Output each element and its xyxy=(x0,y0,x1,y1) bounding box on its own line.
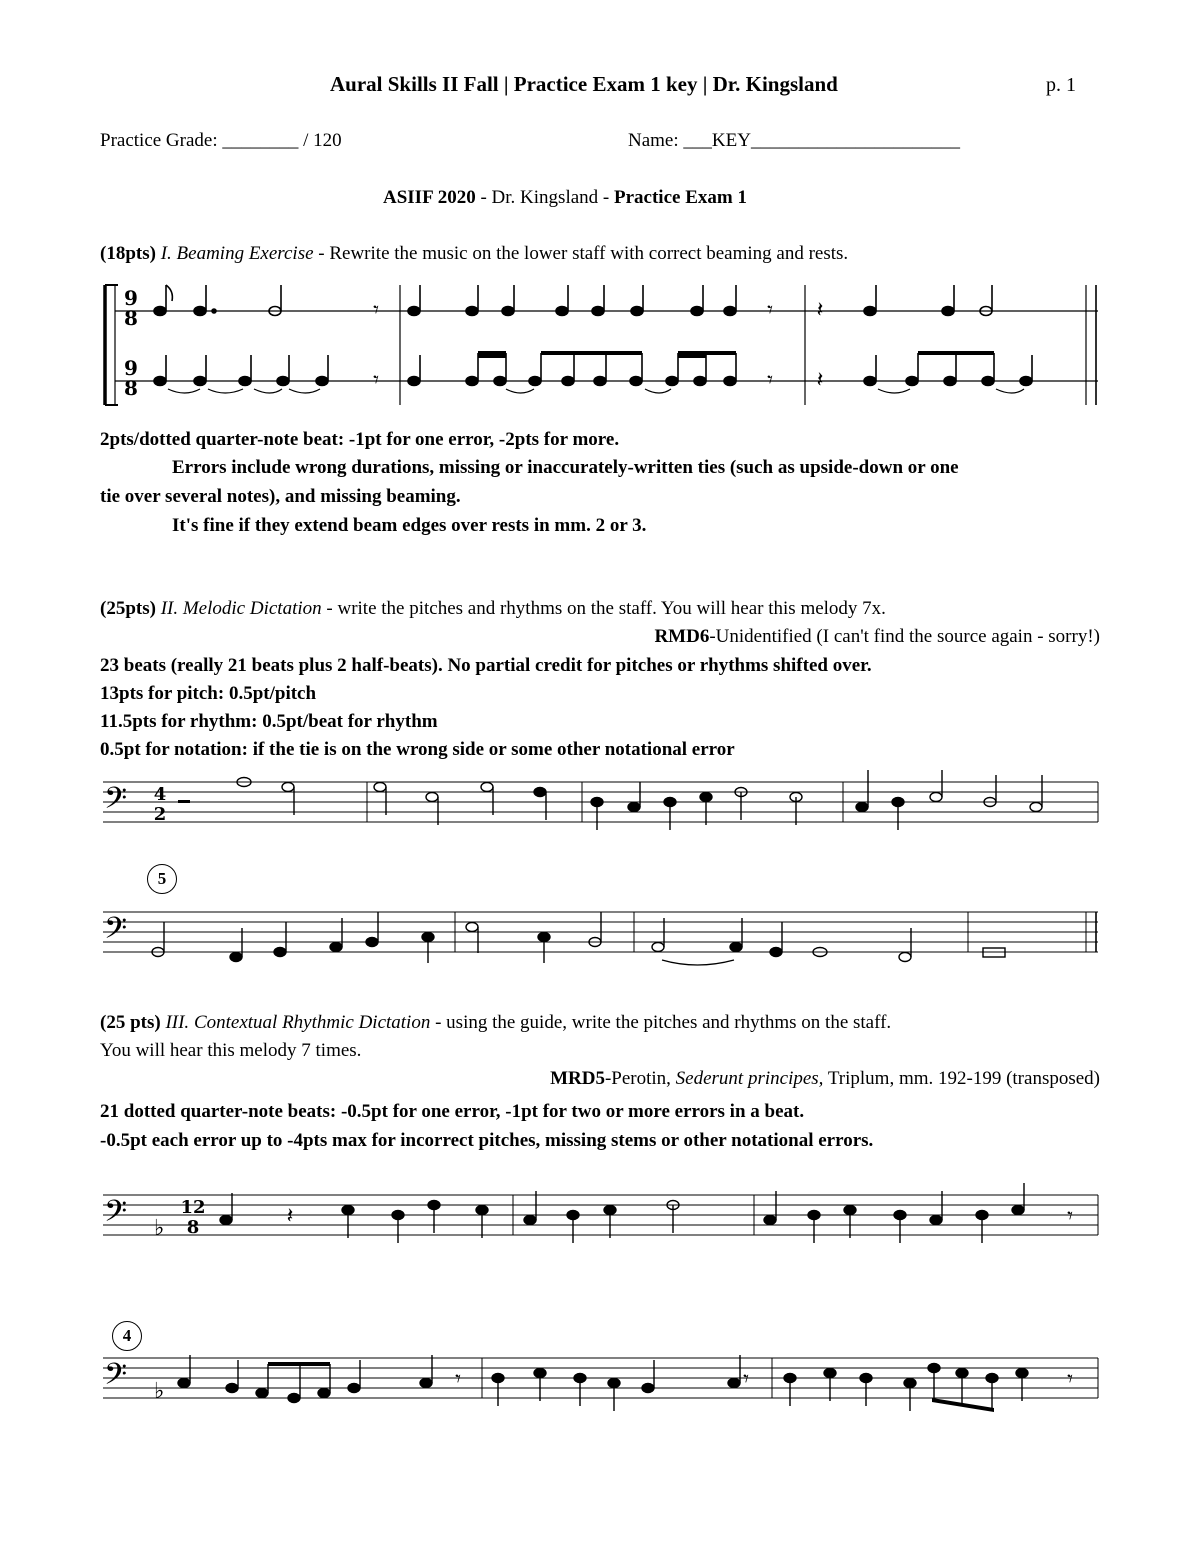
svg-text:𝄾: 𝄾 xyxy=(1067,1367,1073,1392)
section1-heading xyxy=(100,243,848,265)
section3-source-a: -Perotin, xyxy=(604,1068,676,1089)
section3-instruction-2: You will hear this melody 7 times. xyxy=(100,1040,362,1061)
section3-source-code: MRD5 xyxy=(550,1068,605,1089)
section2-grading-line1: 23 beats (really 21 beats plus 2 half-beats). No partial credit for pitches or rhythms shifted over. xyxy=(100,655,872,676)
bass-clef-icon-3: 𝄢 xyxy=(104,1195,128,1236)
section3-heading xyxy=(100,1012,891,1034)
bass-clef-icon-4: 𝄢 xyxy=(104,1358,128,1399)
section2-heading xyxy=(100,598,886,620)
svg-text:𝄾: 𝄾 xyxy=(373,368,379,393)
section1-points: (18pts) xyxy=(100,243,156,264)
melodic-dictation-staff-2 xyxy=(0,898,1200,978)
section3-grading-line1: 21 dotted quarter-note beats: -0.5pt for one error, -1pt for two or more errors in a beat. xyxy=(100,1101,805,1122)
section2-grading-line2: 13pts for pitch: 0.5pt/pitch xyxy=(100,683,317,704)
section2-source xyxy=(654,626,1100,648)
section2-source-code: RMD6 xyxy=(654,626,710,647)
section3-source-title: Sederunt principes, xyxy=(675,1068,824,1089)
section2-grading-line4: 0.5pt for notation: if the tie is on the wrong side or some other notational error xyxy=(100,739,735,760)
measure-marker-4: 4 xyxy=(112,1321,142,1351)
svg-text:𝄾: 𝄾 xyxy=(767,298,773,323)
section3-grading-line2: -0.5pt each error up to -4pts max for incorrect pitches, missing stems or other notational errors. xyxy=(100,1130,874,1151)
section2-name: Melodic Dictation xyxy=(182,598,322,619)
exam-name: Practice Exam 1 xyxy=(614,187,747,208)
section1-name: Beaming Exercise xyxy=(176,243,314,264)
ts1-bottom: 8 xyxy=(124,306,138,330)
flat-icon: ♭ xyxy=(154,1216,165,1241)
section1-number: I. xyxy=(160,243,172,264)
page-header-title: Aural Skills II Fall | Practice Exam 1 key | Dr. Kingsland xyxy=(330,72,838,96)
section2-points: (25pts) xyxy=(100,598,156,619)
section1-grading-line2: Errors include wrong durations, missing or inaccurately-written ties (such as upside-down or one xyxy=(172,457,959,478)
beaming-exercise-system xyxy=(0,275,1200,415)
ts4-top: 12 xyxy=(180,1197,206,1218)
section2-instruction: - write the pitches and rhythms on the staff. You will hear this melody 7x. xyxy=(321,598,886,619)
svg-text:𝄾: 𝄾 xyxy=(1067,1204,1073,1229)
ts3-bottom: 2 xyxy=(153,804,167,825)
ts2-bottom: 8 xyxy=(124,376,138,400)
svg-text:𝄾: 𝄾 xyxy=(743,1367,749,1392)
section3-name: Contextual Rhythmic Dictation xyxy=(193,1012,431,1033)
ts1-top: 9 xyxy=(124,286,138,310)
section1-grading-line1: 2pts/dotted quarter-note beat: -1pt for one error, -2pts for more. xyxy=(100,429,620,450)
exam-course: ASIIF 2020 xyxy=(383,187,476,208)
practice-grade-field: Practice Grade: ________ / 120 xyxy=(100,130,342,151)
section1-grading-line4: It's fine if they extend beam edges over rests in mm. 2 or 3. xyxy=(172,515,647,536)
page-number: p. 1 xyxy=(1046,74,1076,96)
svg-text:𝄽: 𝄽 xyxy=(286,1204,294,1229)
section2-number: II. xyxy=(160,598,179,619)
section3-source-b: Triplum, mm. 192-199 (transposed) xyxy=(823,1068,1100,1089)
ts3-top: 4 xyxy=(153,784,167,805)
section3-points: (25 pts) xyxy=(100,1012,161,1033)
bass-clef-icon-2: 𝄢 xyxy=(104,912,128,953)
exam-instructor: - Dr. Kingsland - xyxy=(475,187,614,208)
svg-text:𝄽: 𝄽 xyxy=(816,368,824,393)
section3-source xyxy=(550,1068,1100,1090)
bass-clef-icon: 𝄢 xyxy=(104,782,128,823)
rhythmic-dictation-staff-1 xyxy=(0,1183,1200,1263)
name-field: Name: ___KEY______________________ xyxy=(628,130,960,151)
svg-text:𝄾: 𝄾 xyxy=(373,298,379,323)
svg-text:𝄽: 𝄽 xyxy=(816,298,824,323)
flat-icon-2: ♭ xyxy=(154,1379,165,1404)
exam-title xyxy=(383,187,747,209)
ts2-top: 9 xyxy=(124,356,138,380)
measure-marker-5: 5 xyxy=(147,864,177,894)
svg-text:𝄾: 𝄾 xyxy=(455,1367,461,1392)
section2-grading-line3: 11.5pts for rhythm: 0.5pt/beat for rhythm xyxy=(100,711,438,732)
section1-grading-line3: tie over several notes), and missing beaming. xyxy=(100,486,461,507)
ts4-bottom: 8 xyxy=(186,1217,200,1238)
melodic-dictation-staff-1 xyxy=(0,770,1200,840)
section3-instruction: - using the guide, write the pitches and rhythms on the staff. xyxy=(430,1012,892,1033)
section2-source-text: -Unidentified (I can't find the source again - sorry!) xyxy=(709,626,1100,647)
rhythmic-dictation-staff-2 xyxy=(0,1350,1200,1440)
section1-instruction: - Rewrite the music on the lower staff with correct beaming and rests. xyxy=(313,243,849,264)
section3-number: III. xyxy=(165,1012,190,1033)
svg-text:𝄾: 𝄾 xyxy=(767,368,773,393)
